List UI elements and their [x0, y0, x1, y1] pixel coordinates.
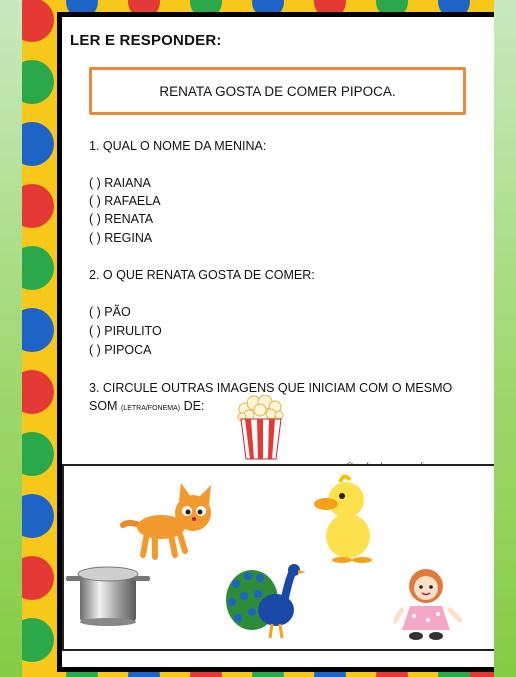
image-choices-box — [62, 464, 494, 651]
peacock-icon[interactable] — [224, 562, 314, 642]
q3-som-word: SOM — [89, 399, 118, 413]
border-dot — [22, 494, 54, 538]
border-dot — [22, 370, 54, 414]
q3-de-word: DE: — [183, 399, 205, 413]
decorative-frame — [22, 0, 494, 677]
border-dot — [22, 556, 54, 600]
question-2: 2. O QUE RENATA GOSTA DE COMER: — [89, 268, 315, 282]
cat-icon[interactable] — [119, 481, 219, 561]
border-dot — [22, 432, 54, 476]
q2-option-pirulito[interactable]: ( ) PIRULITO — [89, 324, 162, 338]
q1-option-rafaela[interactable]: ( ) RAFAELA — [89, 194, 161, 208]
question-3-line-1: 3. CIRCULE OUTRAS IMAGENS QUE INICIAM COM O MESMO — [89, 381, 453, 395]
q1-option-renata[interactable]: ( ) RENATA — [89, 212, 154, 226]
question-3-line-2 — [89, 399, 204, 413]
border-dot — [22, 122, 54, 166]
worksheet-title: LER E RESPONDER: — [70, 32, 222, 49]
q1-option-regina[interactable]: ( ) REGINA — [89, 231, 153, 245]
worksheet-border — [57, 12, 494, 672]
q2-option-pipoca[interactable]: ( ) PIPOCA — [89, 343, 152, 357]
border-dot — [22, 618, 54, 662]
doll-icon[interactable] — [394, 566, 464, 642]
border-dot — [22, 0, 54, 42]
border-dot — [22, 60, 54, 104]
question-1: 1. QUAL O NOME DA MENINA: — [89, 139, 267, 153]
border-dot — [22, 308, 54, 352]
border-dot — [22, 184, 54, 228]
duck-icon[interactable] — [314, 472, 376, 564]
q3-letra-fonema: (LETRA/FONEMA) — [120, 405, 181, 412]
q2-option-pao[interactable]: ( ) PÃO — [89, 305, 131, 319]
statement-text: RENATA GOSTA DE COMER PIPOCA. — [159, 83, 396, 99]
popcorn-icon — [235, 395, 287, 461]
q1-option-raiana[interactable]: ( ) RAIANA — [89, 176, 151, 190]
border-dot — [22, 246, 54, 290]
statement-box — [89, 67, 466, 115]
pot-icon[interactable] — [66, 556, 156, 628]
